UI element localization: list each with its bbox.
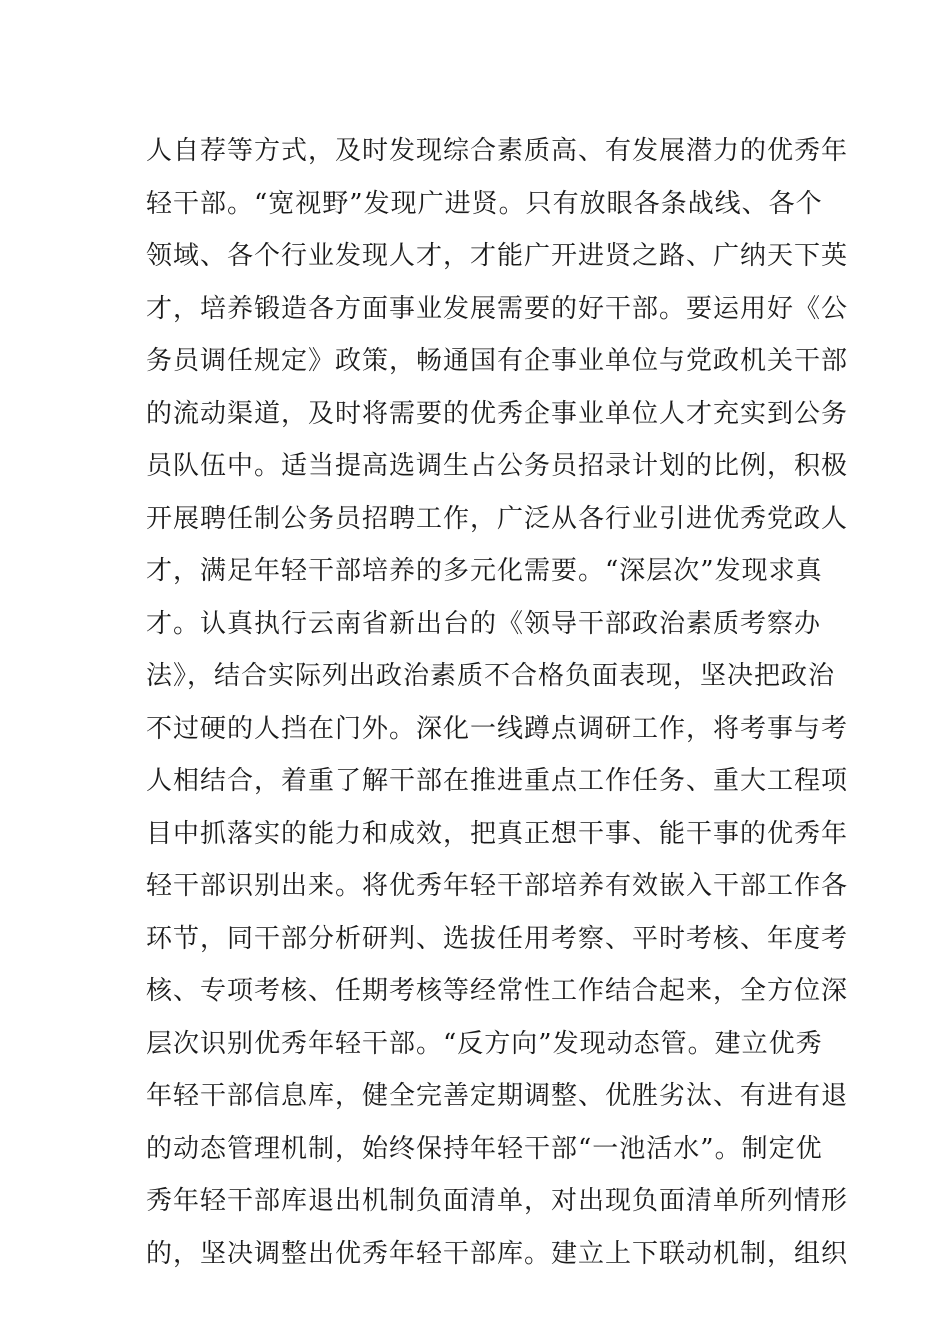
text-line: 员队伍中。适当提高选调生占公务员招录计划的比例，积极	[146, 451, 849, 481]
text-line: 的，坚决调整出优秀年轻干部库。建立上下联动机制，组织	[146, 1238, 849, 1269]
text-line: 轻干部识别出来。将优秀年轻干部培养有效嵌入干部工作各	[146, 871, 849, 901]
text-line: 领域、各个行业发现人才，才能广开进贤之路、广纳天下英	[146, 241, 849, 271]
text-line: 轻干部。“宽视野”发现广进贤。只有放眼各条战线、各个	[146, 188, 823, 219]
text-line: 人自荐等方式，及时发现综合素质高、有发展潜力的优秀年	[146, 136, 849, 166]
text-line: 才，培养锻造各方面事业发展需要的好干部。要运用好《公	[146, 293, 849, 324]
text-line: 不过硬的人挡在门外。深化一线蹲点调研工作，将考事与考	[146, 713, 849, 744]
text-line: 开展聘任制公务员招聘工作，广泛从各行业引进优秀党政人	[146, 503, 849, 534]
body-text	[146, 125, 849, 1280]
text-line: 法》，结合实际列出政治素质不合格负面表现，坚决把政治	[146, 661, 836, 691]
text-line: 秀年轻干部库退出机制负面清单，对出现负面清单所列情形	[146, 1186, 849, 1216]
text-line: 层次识别优秀年轻干部。“反方向”发现动态管。建立优秀	[146, 1028, 823, 1059]
text-line: 环节，同干部分析研判、选拔任用考察、平时考核、年度考	[146, 923, 849, 954]
text-line: 的动态管理机制，始终保持年轻干部“一池活水”。制定优	[146, 1133, 823, 1164]
text-line: 才。认真执行云南省新出台的《领导干部政治素质考察办	[146, 608, 822, 639]
text-line: 务员调任规定》政策，畅通国有企事业单位与党政机关干部	[146, 346, 849, 376]
text-line: 年轻干部信息库，健全完善定期调整、优胜劣汰、有进有退	[146, 1081, 849, 1111]
text-line: 才，满足年轻干部培养的多元化需要。“深层次”发现求真	[146, 556, 823, 586]
text-line: 的流动渠道，及时将需要的优秀企事业单位人才充实到公务	[146, 398, 849, 429]
text-line: 核、专项考核、任期考核等经常性工作结合起来，全方位深	[146, 976, 849, 1006]
text-line: 目中抓落实的能力和成效，把真正想干事、能干事的优秀年	[146, 818, 849, 849]
text-line: 人相结合，着重了解干部在推进重点工作任务、重大工程项	[146, 766, 849, 796]
